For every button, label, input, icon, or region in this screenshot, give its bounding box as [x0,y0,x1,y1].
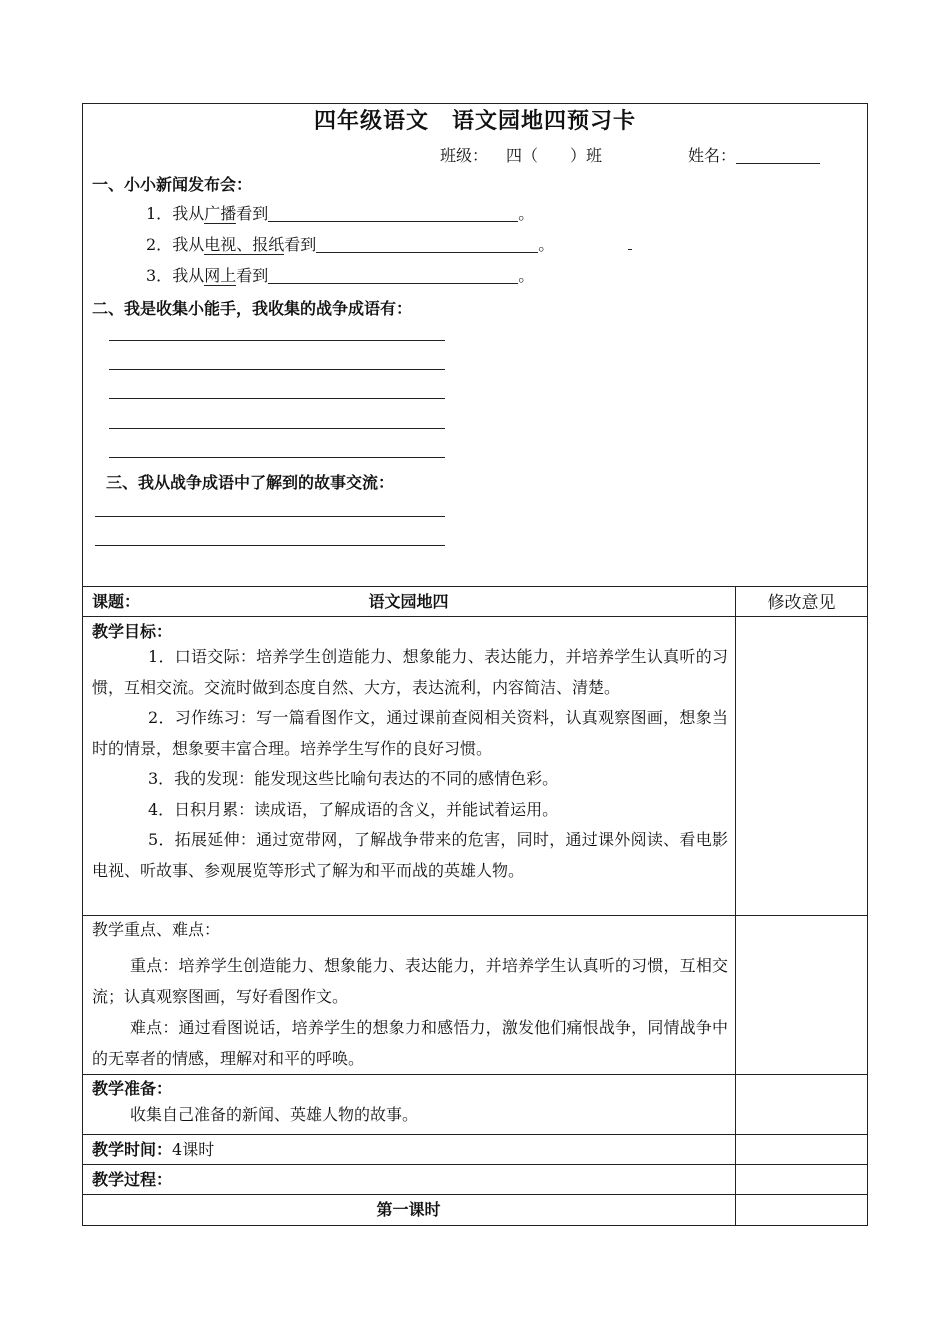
class-label: 班级： [440,146,489,165]
item-number: 1． [146,204,173,223]
news-source: 电视、报纸 [204,235,285,254]
news-item-3 [146,263,534,286]
objective-item: 3．我的发现：能发现这些比喻句表达的不同的感情色彩。 [148,769,559,788]
keypoint-item: 重点：培养学生创造能力、想象能力、表达能力，并培养学生认真听的习惯，互相交流；认真观察图画，写好看图作文。 [92,956,728,1006]
idiom-answer-line[interactable] [109,340,445,341]
item-suffix: 看到 [236,266,269,285]
table-divider [82,915,868,916]
section2-heading: 二、我是收集小能手，我收集的战争成语有： [92,299,413,318]
item-prefix: 我从 [172,235,205,254]
news-item-2 [146,232,554,255]
preparation-text: 收集自己准备的新闻、英雄人物的故事。 [130,1105,419,1124]
news-item-1 [146,201,534,224]
teaching-time [92,1137,214,1160]
first-lesson-title: 第一课时 [376,1200,441,1219]
item-prefix: 我从 [172,266,205,285]
process-heading: 教学过程： [92,1170,173,1189]
idiom-answer-line[interactable] [109,457,445,458]
item-end: 。 [538,235,555,254]
time-label: 教学时间： [92,1140,173,1159]
topic-label: 课题： [92,592,141,611]
name-label: 姓名： [688,146,737,165]
stray-mark [628,249,632,250]
story-answer-line[interactable] [95,545,445,546]
keypoint-item: 难点：通过看图说话，培养学生的想象力和感悟力，激发他们痛恨战争，同情战争中的无辜者的情感，理解对和平的呼唤。 [92,1018,728,1068]
objective-item: 5．拓展延伸：通过宽带网，了解战争带来的危害，同时，通过课外阅读、看电影电视、听故事、参观展览等形式了解为和平而战的英雄人物。 [92,830,728,880]
table-divider [82,1134,868,1135]
news-answer-input[interactable] [316,234,538,253]
item-number: 2． [146,235,173,254]
item-suffix: 看到 [284,235,317,254]
item-prefix: 我从 [172,204,205,223]
table-divider [82,1164,868,1165]
name-field [688,143,820,166]
revision-header: 修改意见 [767,593,836,613]
objective-item: 1．口语交际：培养学生创造能力、想象能力、表达能力，并培养学生认真听的习惯，互相交流。交流时做到态度自然、大方，表达流利，内容简洁、清楚。 [92,647,728,697]
idiom-answer-line[interactable] [109,428,445,429]
news-answer-input[interactable] [268,265,518,284]
table-divider [82,616,868,617]
revision-column-divider [735,586,736,1226]
table-divider [82,1074,868,1075]
table-divider [82,586,868,587]
objectives-heading: 教学目标： [92,622,173,641]
item-end: 。 [518,266,535,285]
news-source: 广播 [204,204,237,223]
idiom-answer-line[interactable] [109,398,445,399]
section1-heading: 一、小小新闻发布会： [92,175,253,194]
news-source: 网上 [204,266,237,285]
topic-value: 语文园地四 [368,592,449,611]
item-suffix: 看到 [236,204,269,223]
story-answer-line[interactable] [95,516,445,517]
time-value: 4课时 [172,1140,215,1159]
class-value[interactable]: 四（ ）班 [506,146,603,165]
page-title: 四年级语文 语文园地四预习卡 [313,108,636,134]
class-field [440,143,602,166]
news-answer-input[interactable] [268,203,518,222]
section3-heading: 三、我从战争成语中了解到的故事交流： [106,473,395,492]
table-divider [82,1194,868,1195]
keypoints-list [92,950,728,1074]
idiom-answer-line[interactable] [109,369,445,370]
objective-item: 4．日积月累：读成语，了解成语的含义，并能试着运用。 [148,799,559,819]
name-input[interactable] [736,145,820,164]
preparation-heading: 教学准备： [92,1079,173,1098]
objective-item: 2．习作练习：写一篇看图作文，通过课前查阅相关资料，认真观察图画，想象当时的情景，想象要丰富合理。培养学生写作的良好习惯。 [92,708,728,758]
item-end: 。 [518,204,535,223]
item-number: 3． [146,266,173,285]
objectives-list [92,642,728,886]
keypoints-heading: 教学重点、难点： [92,920,221,939]
